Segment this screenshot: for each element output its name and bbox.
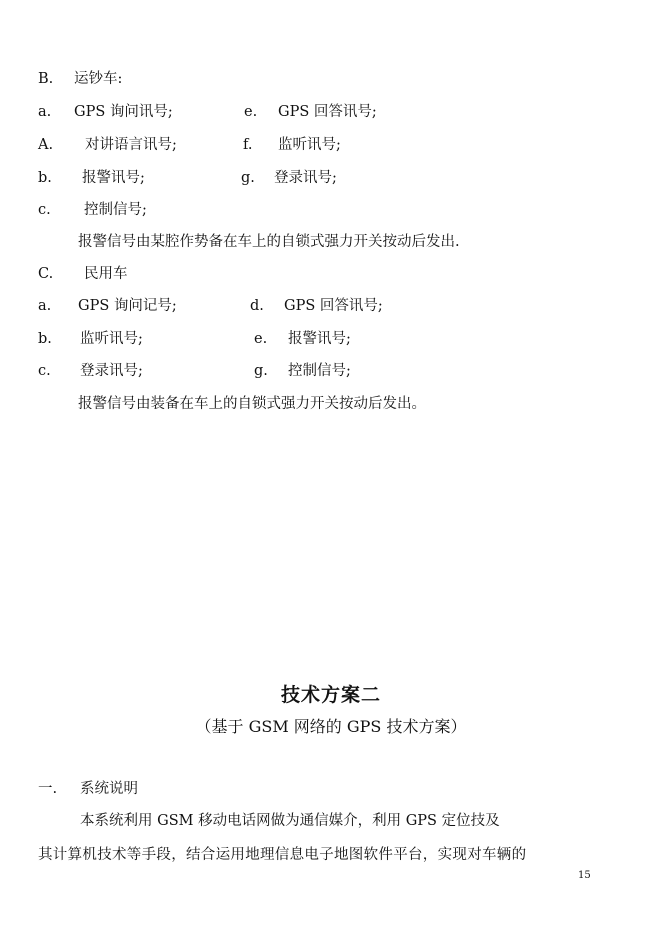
list-item: 登录讯号;	[274, 170, 337, 186]
list-item: GPS 回答讯号;	[284, 298, 383, 314]
page-number: 15	[578, 870, 591, 881]
list-marker: A.	[38, 137, 54, 153]
list-item: 对讲语言讯号;	[85, 137, 177, 153]
list-item: 控制信号;	[84, 202, 147, 218]
list-item: 控制信号;	[288, 363, 351, 379]
list-marker: b.	[38, 170, 52, 186]
page-title: 技术方案二	[280, 684, 381, 706]
list-marker: b.	[38, 331, 52, 347]
list-marker: a.	[38, 104, 52, 120]
note-paragraph: 报警信号由装备在车上的自锁式强力开关按动后发出。	[78, 396, 426, 412]
list-marker: e.	[254, 331, 268, 347]
section-b-marker: B.	[38, 71, 54, 87]
body-paragraph-line: 本系统利用 GSM 移动电话网做为通信媒介，利用 GPS 定位技及	[80, 813, 500, 829]
list-item: GPS 询问记号;	[78, 298, 177, 314]
list-marker: f.	[243, 137, 253, 153]
page-subtitle: （基于 GSM 网络的 GPS 技术方案）	[195, 717, 467, 736]
body-paragraph-line: 其计算机技术等手段，结合运用地理信息电子地图软件平台，实现对车辆的	[38, 847, 527, 863]
list-marker: g.	[254, 363, 268, 379]
list-marker: c.	[38, 363, 51, 379]
list-item: GPS 回答讯号;	[278, 104, 377, 120]
section-c-title: 民用车	[84, 266, 128, 282]
list-item: 报警讯号;	[288, 331, 351, 347]
section-c-marker: C.	[38, 266, 54, 282]
section-1-title: 系统说明	[80, 781, 138, 797]
list-marker: a.	[38, 298, 52, 314]
list-item: 登录讯号;	[80, 363, 143, 379]
list-item: 报警讯号;	[82, 170, 145, 186]
list-item: GPS 询问讯号;	[74, 104, 173, 120]
list-marker: c.	[38, 202, 51, 218]
list-marker: g.	[241, 170, 255, 186]
section-b-title: 运钞车:	[74, 71, 123, 87]
section-1-marker: 一.	[38, 781, 58, 797]
note-paragraph: 报警信号由某腔作势备在车上的自锁式强力开关按动后发出.	[78, 234, 460, 250]
list-marker: d.	[250, 298, 264, 314]
list-marker: e.	[244, 104, 258, 120]
list-item: 监听讯号;	[80, 331, 143, 347]
list-item: 监听讯号;	[278, 137, 341, 153]
